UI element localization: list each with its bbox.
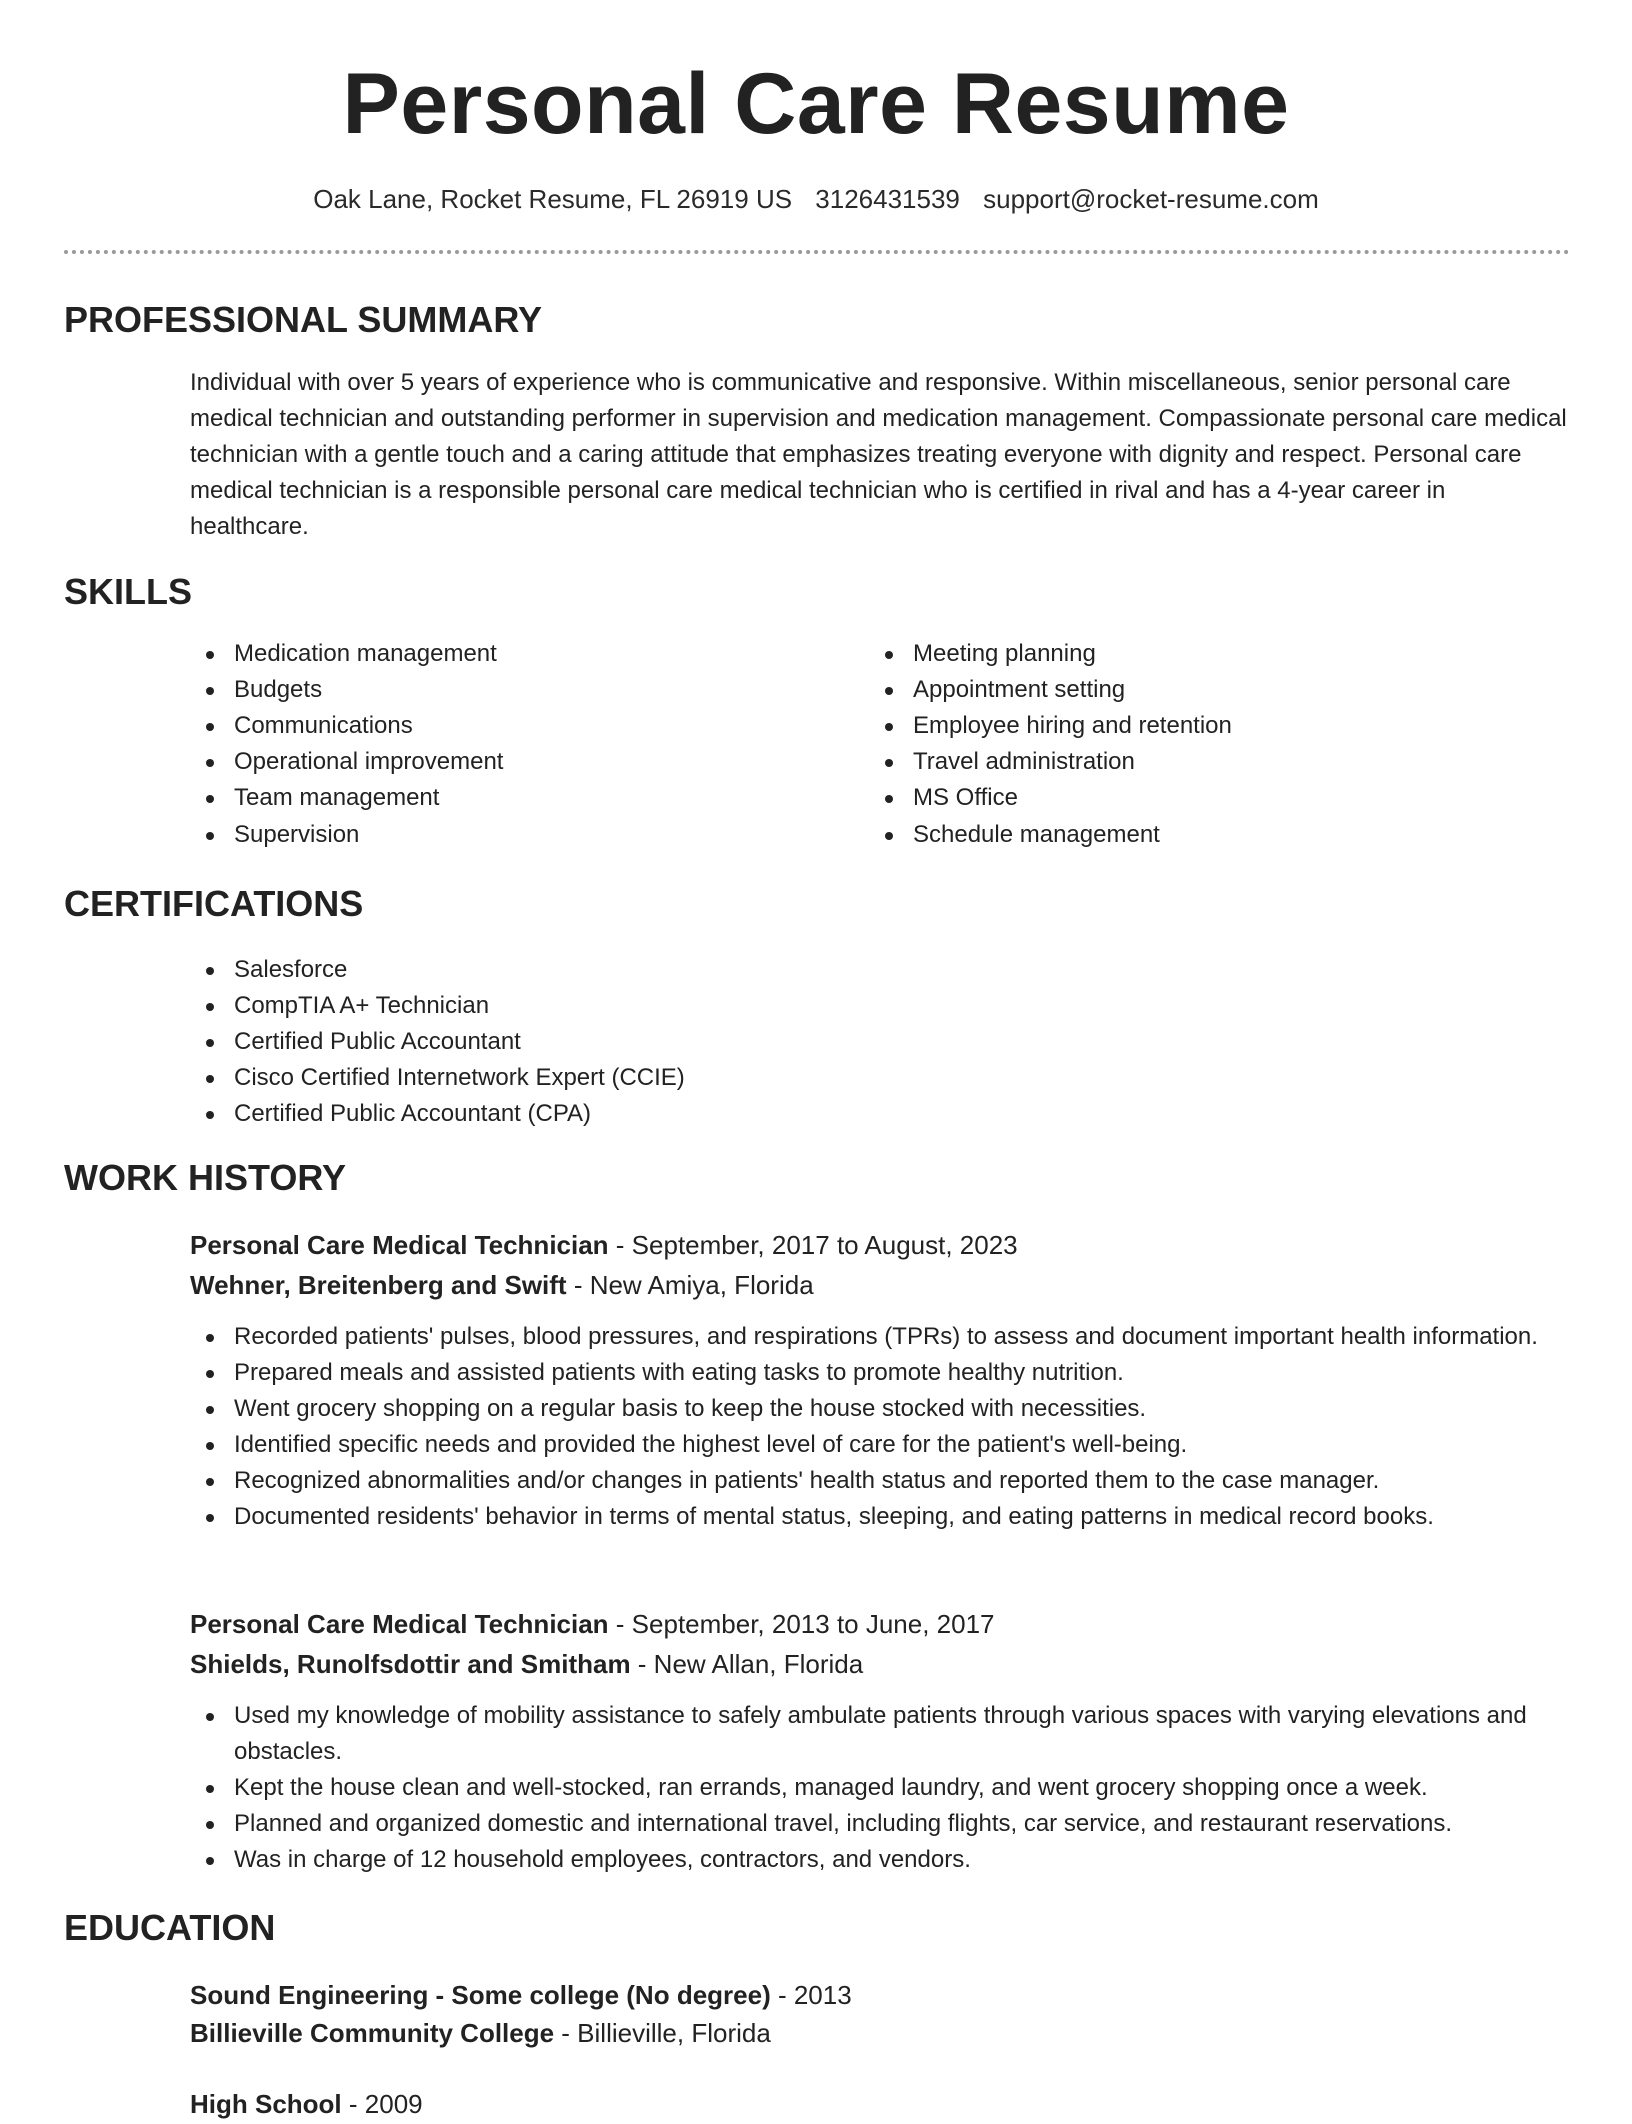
education-year: - 2009 [341,2089,423,2119]
skills-list-left [190,636,850,853]
list-item: Certified Public Accountant (CPA) [190,1096,1570,1132]
education-degree-line [190,2084,423,2124]
section-title-summary: PROFESSIONAL SUMMARY [64,299,543,340]
job-location: - New Amiya, Florida [566,1270,814,1300]
summary-text: Individual with over 5 years of experience who is communicative and responsive. Within miscellaneous, senior personal care medical technician and outstanding performer in supervision and medication management. Compassionate personal care medical technician with a gentle touch and a caring attitude that emphasizes treating everyone with dignity and respect. Personal care medical technician is a responsible personal care medical technician who is certified in rival and has a 4-year career in healthcare. [190,369,1567,540]
contact-address: Oak Lane, Rocket Resume, FL 26919 US [313,184,793,214]
job-title-line [190,1225,1018,1265]
list-item: Appointment setting [869,672,1529,708]
education-school-line [190,2013,771,2053]
section-title-work-history: WORK HISTORY [64,1157,347,1198]
job-company-line [190,1644,863,1684]
section-title-certifications: CERTIFICATIONS [64,883,364,924]
list-item: Meeting planning [869,636,1529,672]
job-role: Personal Care Medical Technician [190,1230,609,1260]
list-item: Supervision [190,817,850,853]
list-item: Employee hiring and retention [869,708,1529,744]
list-item: Recognized abnormalities and/or changes in patients' health status and reported them to the case manager. [190,1463,1570,1499]
list-item: Salesforce [190,952,1570,988]
list-item: Budgets [190,672,850,708]
list-item: Recorded patients' pulses, blood pressures, and respirations (TPRs) to assess and document important health information. [190,1319,1570,1355]
education-school: Billieville Community College [190,2018,555,2048]
job-duties-list [190,1319,1570,1535]
list-item: Planned and organized domestic and international travel, including flights, car service, and restaurant reservations. [190,1806,1570,1842]
education-location: - Billieville, Florida [554,2018,771,2048]
list-item: Prepared meals and assisted patients with eating tasks to promote healthy nutrition. [190,1355,1570,1391]
list-item: Went grocery shopping on a regular basis to keep the house stocked with necessities. [190,1391,1570,1427]
education-degree: High School [190,2089,342,2119]
job-title-line [190,1604,995,1644]
list-item: Travel administration [869,744,1529,780]
list-item: CompTIA A+ Technician [190,988,1570,1024]
list-item: Schedule management [869,817,1529,853]
list-item: Communications [190,708,850,744]
education-degree: Sound Engineering - Some college (No degree) [190,1980,771,2010]
skills-list-right [869,636,1529,853]
list-item: Was in charge of 12 household employees, contractors, and vendors. [190,1842,1570,1878]
contact-line [0,181,1632,217]
list-item: MS Office [869,780,1529,816]
resume-name: Personal Care Resume [342,56,1290,152]
section-title-education: EDUCATION [64,1907,276,1948]
job-dates: - September, 2017 to August, 2023 [608,1230,1018,1260]
list-item: Used my knowledge of mobility assistance to safely ambulate patients through various spaces with varying elevations and obstacles. [190,1698,1570,1770]
job-duties-list [190,1698,1570,1878]
list-item: Identified specific needs and provided the highest level of care for the patient's well-being. [190,1427,1570,1463]
job-company-line [190,1265,814,1305]
education-year: - 2013 [770,1980,852,2010]
job-dates: - September, 2013 to June, 2017 [608,1609,995,1639]
list-item: Operational improvement [190,744,850,780]
header-divider [64,250,1570,254]
contact-phone: 3126431539 [815,184,960,214]
contact-email: support@rocket-resume.com [983,184,1319,214]
job-company: Shields, Runolfsdottir and Smitham [190,1649,631,1679]
list-item: Team management [190,780,850,816]
list-item: Cisco Certified Internetwork Expert (CCIE) [190,1060,1570,1096]
section-title-skills: SKILLS [64,571,193,612]
job-location: - New Allan, Florida [630,1649,864,1679]
certifications-list [190,952,1570,1132]
job-role: Personal Care Medical Technician [190,1609,609,1639]
list-item: Medication management [190,636,850,672]
list-item: Kept the house clean and well-stocked, ran errands, managed laundry, and went grocery shopping once a week. [190,1770,1570,1806]
list-item: Documented residents' behavior in terms of mental status, sleeping, and eating patterns in medical record books. [190,1499,1570,1535]
list-item: Certified Public Accountant [190,1024,1570,1060]
education-degree-line [190,1975,852,2015]
job-company: Wehner, Breitenberg and Swift [190,1270,567,1300]
